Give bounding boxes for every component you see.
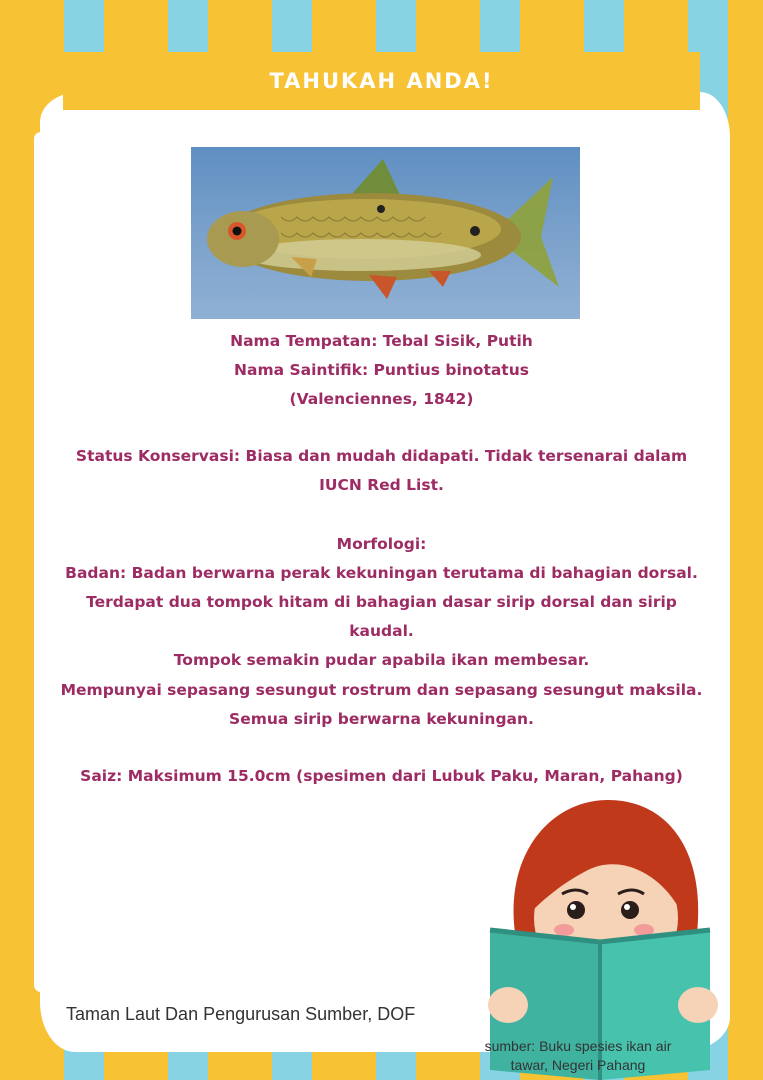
source-line-1: sumber: Buku spesies ikan air bbox=[484, 1038, 672, 1054]
features-line-1: Mempunyai sepasang sesungut rostrum dan sepasang sesungut maksila. bbox=[60, 681, 703, 699]
fish-photo bbox=[191, 147, 580, 319]
morphology-line-1: Badan: Badan berwarna perak kekuningan terutama di bahagian dorsal. bbox=[65, 564, 698, 582]
species-names bbox=[60, 327, 703, 414]
source-note bbox=[478, 1037, 678, 1075]
fish-illustration bbox=[191, 147, 580, 319]
morphology-section bbox=[60, 530, 703, 675]
features-section bbox=[60, 676, 703, 734]
local-name: Nama Tempatan: Tebal Sisik, Putih bbox=[230, 332, 533, 350]
conservation-status bbox=[60, 442, 703, 500]
morphology-heading: Morfologi: bbox=[336, 535, 427, 553]
banner-title: TAHUKAH ANDA! bbox=[63, 52, 700, 110]
source-line-2: tawar, Negeri Pahang bbox=[510, 1057, 646, 1073]
conservation-line-2: IUCN Red List. bbox=[319, 476, 444, 494]
scientific-name: Nama Saintifik: Puntius binotatus bbox=[234, 361, 529, 379]
size-info: Saiz: Maksimum 15.0cm (spesimen dari Lubuk Paku, Maran, Pahang) bbox=[80, 767, 683, 785]
morphology-line-2: Terdapat dua tompok hitam di bahagian dasar sirip dorsal dan sirip kaudal. bbox=[86, 593, 677, 640]
footer-credit: Taman Laut Dan Pengurusan Sumber, DOF bbox=[66, 1004, 416, 1024]
morphology-line-3: Tompok semakin pudar apabila ikan membesar. bbox=[173, 651, 590, 669]
features-line-2: Semua sirip berwarna kekuningan. bbox=[229, 710, 534, 728]
scientific-authority: (Valenciennes, 1842) bbox=[289, 390, 474, 408]
conservation-line-1: Status Konservasi: Biasa dan mudah didapati. Tidak tersenarai dalam bbox=[75, 447, 688, 465]
